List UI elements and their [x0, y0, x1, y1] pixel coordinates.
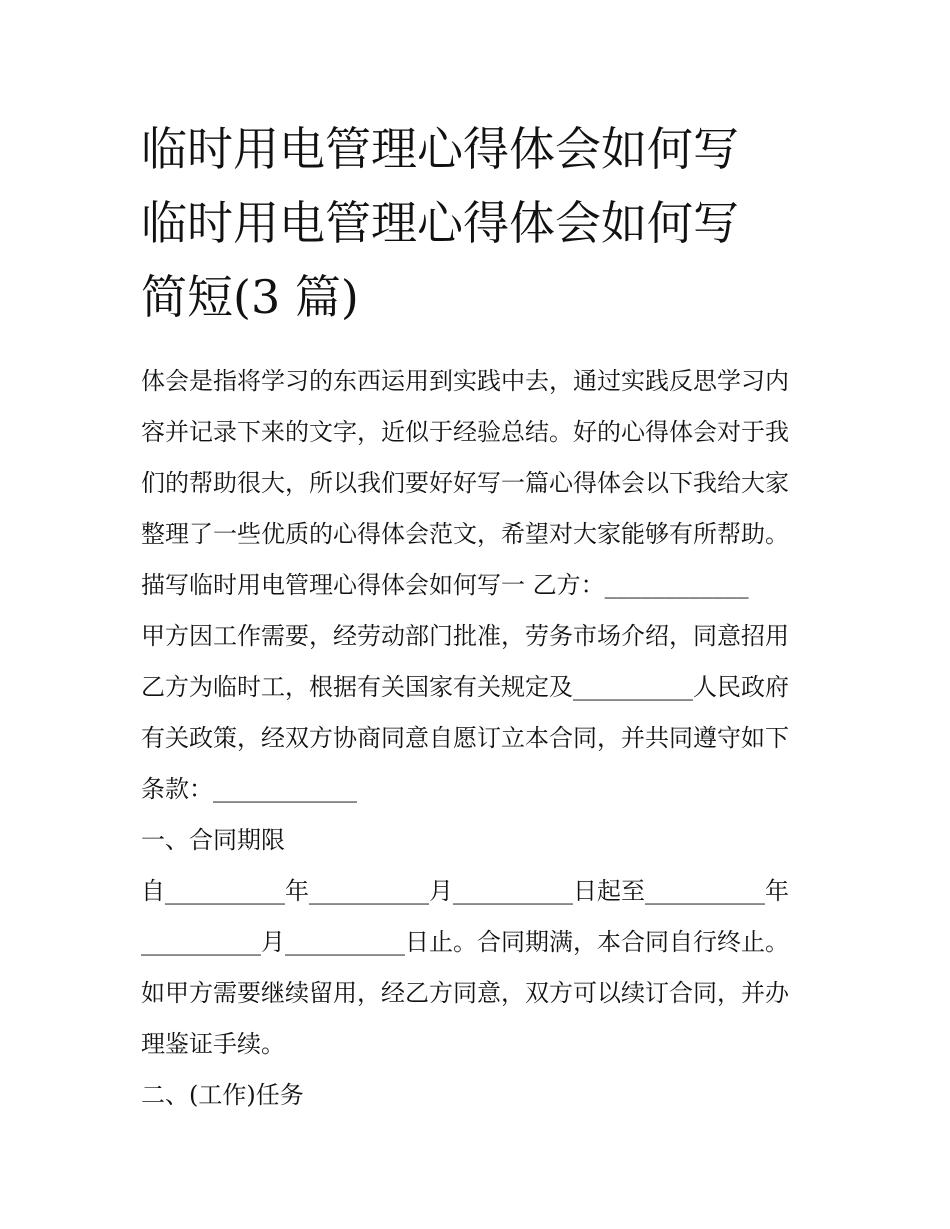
body-line: 描写临时用电管理心得体会如何写一 乙方：____________ [141, 571, 749, 599]
body-line: 有关政策，经双方协商同意自愿订立本合同，并共同遵守如下 [141, 724, 789, 752]
title-line: 简短(3 篇) [141, 270, 359, 324]
body-line: 如甲方需要继续留用，经乙方同意，双方可以续订合同，并办 [141, 979, 789, 1007]
title-line: 临时用电管理心得体会如何写 [141, 196, 739, 250]
section-heading: 一、合同期限 [141, 826, 285, 854]
body-line: 甲方因工作需要，经劳动部门批准，劳务市场介绍，同意招用 [141, 622, 789, 650]
body-line: 自__________年__________月__________日起至__________年 [141, 877, 789, 905]
document-title [141, 112, 821, 334]
body-line: 体会是指将学习的东西运用到实践中去，通过实践反思学习内 [141, 367, 789, 395]
document-body [141, 356, 821, 1121]
body-line: 乙方为临时工，根据有关国家有关规定及__________人民政府 [141, 673, 789, 701]
body-line: 容并记录下来的文字，近似于经验总结。好的心得体会对于我 [141, 418, 789, 446]
body-line: __________月__________日止。合同期满，本合同自行终止。 [141, 928, 789, 956]
body-line: 整理了一些优质的心得体会范文，希望对大家能够有所帮助。 [141, 520, 789, 548]
title-line: 临时用电管理心得体会如何写 [141, 122, 739, 176]
body-line: 条款：____________ [141, 775, 357, 803]
section-heading: 二、(工作)任务 [141, 1081, 304, 1109]
body-line: 理鉴证手续。 [141, 1030, 285, 1058]
body-line: 们的帮助很大，所以我们要好好写一篇心得体会以下我给大家 [141, 469, 789, 497]
